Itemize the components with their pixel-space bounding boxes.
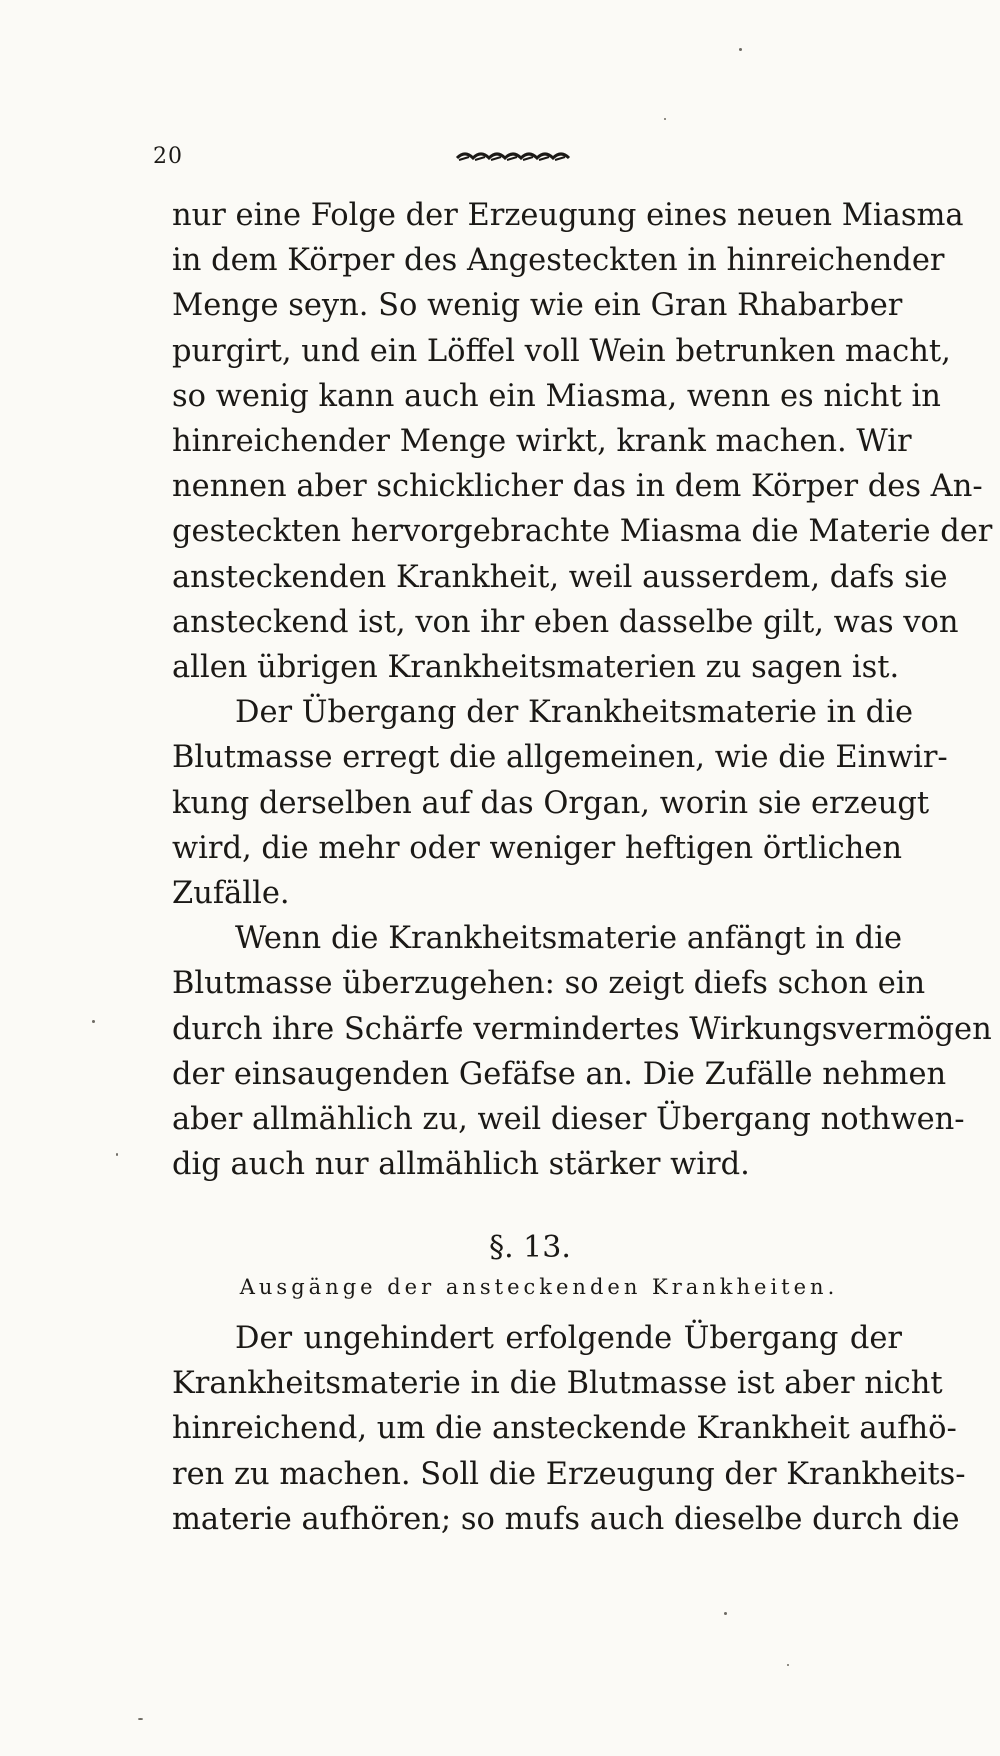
page-number: 20 <box>153 144 183 169</box>
text-line: materie aufhören; so mufs auch dieselbe durch die <box>172 1501 960 1537</box>
text-line: hinreichend, um die ansteckende Krankheit aufhö- <box>172 1411 957 1447</box>
section-heading: Ausgänge der ansteckenden Krankheiten. <box>239 1275 839 1299</box>
text-line: in dem Körper des Angesteckten in hinreichender <box>172 243 945 279</box>
text-line: Krankheitsmaterie in die Blutmasse ist aber nicht <box>172 1366 943 1402</box>
text-line: nennen aber schicklicher das in dem Körper des An- <box>172 469 983 505</box>
text-line: so wenig kann auch ein Miasma, wenn es nicht in <box>172 378 941 414</box>
text-line: durch ihre Schärfe vermindertes Wirkungsvermögen <box>172 1011 992 1047</box>
text-line: wird, die mehr oder weniger heftigen örtlichen <box>172 830 902 866</box>
text-line: Menge seyn. So wenig wie ein Gran Rhabarber <box>172 288 903 324</box>
text-line: ren zu machen. Soll die Erzeugung der Krankheits- <box>172 1456 966 1492</box>
text-line: dig auch nur allmählich stärker wird. <box>172 1147 750 1183</box>
paper-speck <box>138 1718 143 1720</box>
text-line: nur eine Folge der Erzeugung eines neuen Miasma <box>172 198 964 233</box>
body-text-lower <box>172 1316 966 1542</box>
paper-speck <box>116 1153 118 1156</box>
text-line: purgirt, und ein Löffel voll Wein betrunken macht, <box>172 333 951 369</box>
paper-speck <box>92 1020 95 1023</box>
text-line: kung derselben auf das Organ, worin sie erzeugt <box>172 785 930 821</box>
text-line: Blutmasse erregt die allgemeinen, wie die Einwir- <box>172 740 948 776</box>
text-line: Wenn die Krankheitsmaterie anfängt in die <box>235 921 902 957</box>
paper-speck <box>787 1664 789 1666</box>
text-line: Zufälle. <box>172 876 290 912</box>
header-ornament-icon <box>453 140 593 170</box>
text-line: allen übrigen Krankheitsmaterien zu sagen ist. <box>172 650 900 686</box>
text-line: Der ungehindert erfolgende Übergang der <box>235 1321 902 1356</box>
section-number: §. 13. <box>489 1230 571 1265</box>
text-line: aber allmählich zu, weil dieser Übergang nothwen- <box>172 1102 965 1138</box>
text-line: hinreichender Menge wirkt, krank machen. Wir <box>172 424 912 460</box>
paper-speck <box>664 118 666 120</box>
text-line: der einsaugenden Gefäfse an. Die Zufälle nehmen <box>172 1056 947 1092</box>
body-text-upper <box>172 193 993 1187</box>
page-header <box>153 140 613 180</box>
text-line: Der Übergang der Krankheitsmaterie in die <box>235 695 913 731</box>
paper-speck <box>724 1612 727 1615</box>
text-line: ansteckend ist, von ihr eben dasselbe gilt, was von <box>172 604 959 640</box>
text-line: gesteckten hervorgebrachte Miasma die Materie der <box>172 514 993 550</box>
text-line: Blutmasse überzugehen: so zeigt diefs schon ein <box>172 966 926 1002</box>
paper-speck <box>739 48 742 51</box>
text-line: ansteckenden Krankheit, weil ausserdem, dafs sie <box>172 559 948 595</box>
